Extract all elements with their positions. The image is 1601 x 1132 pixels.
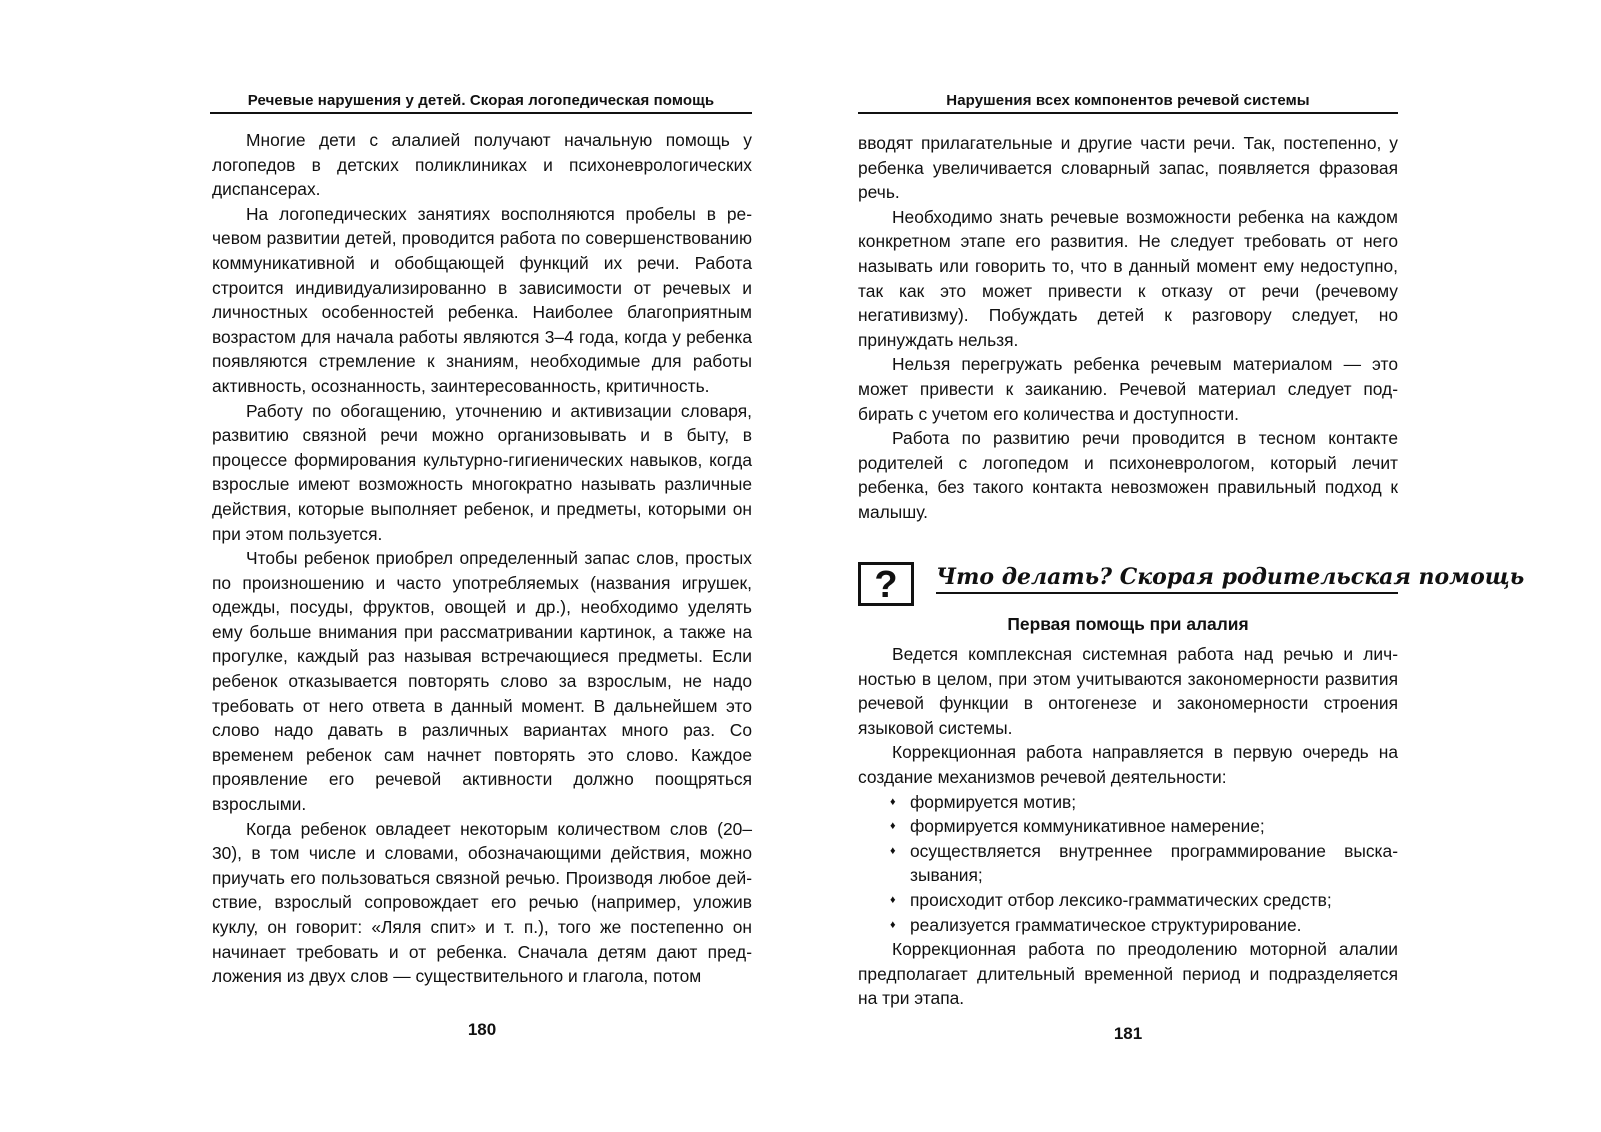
list-item: ♦ формируется мотив; (858, 790, 1398, 815)
paragraph: На логопедических занятиях восполняются пробелы в речевом развитии детей, проводится работа по совершенствованию коммуникативной и обобщающей функций их речи. Работа строится индивидуализированно в зависимости от речевых и личностных особенностей ребенка. Наиболее благоприятным возрастом для начала работы являются 3–4 года, когда у ребенка появляются стремление к знаниям, необходимые для работы активность, осознанность, заинтересованность, критичность. (212, 203, 752, 396)
paragraph: Многие дети с алалией получают начальную помощь у логопедов в детских поликлиниках и психоневрологических диспансерах. (212, 130, 752, 200)
right-page-number: 181 (1113, 1024, 1143, 1043)
right-running-head: Нарушения всех компонентов речевой системы (858, 92, 1398, 114)
section-header (858, 562, 1525, 610)
subheading: Первая помощь при алалия (1007, 614, 1249, 634)
list-item: ♦ формируется коммуникативное намерение; (858, 814, 1398, 839)
question-mark-icon: ? (858, 562, 914, 606)
section-title: Что делать? Скорая родительская помощь (936, 564, 1398, 594)
list-item: ♦ реализуется грамматическое структурирование. (858, 913, 1398, 938)
paragraph: Чтобы ребенок приобрел определенный запас слов, простых по произношению и часто употребляемых (названия игрушек, одежды, посуды, фруктов, овощей и др.), необходимо уделять ему больше внимания при рассматривании картинок, а также на прогулке, каждый раз называя встречающиеся предметы. Если ребенок отказывается повторять слово за взрослым, не надо требовать от него ответа в данный момент. В дальнейшем это слово надо давать в различных вариантах много раз. Со временем ребенок сам начнет повторять это слово. Каждое проявление его речевой активности должно поощряться взрослыми. (212, 548, 752, 815)
left-body-text (212, 128, 752, 989)
list-item: ♦ осуществляется внутреннее программирование высказывания; (858, 839, 1398, 888)
left-page-number: 180 (467, 1020, 497, 1039)
list-item: ♦ происходит отбор лексико-грамматических средств; (858, 888, 1398, 913)
paragraph: Нельзя перегружать ребенка речевым материалом — это может привести к заиканию. Речевой материал следует подбирать с учетом его количества и доступности. (858, 354, 1398, 424)
paragraph: Работа по развитию речи проводится в тесном контакте родителей с логопедом и психоневрологом, который лечит ребенка, без такого контакта невозможен правильный подход к малышу. (858, 428, 1398, 522)
paragraph: Коррекционная работа направляется в первую очередь на создание механизмов речевой деятельности: (858, 742, 1398, 787)
paragraph: Необходимо знать речевые возможности ребенка на каждом конкретном этапе его развития. Не следует требовать от него называть или говорить то, что в данный момент ему недоступно, так как это может привести к отказу от речи (речевому негативизму). Побуждать детей к разговору следует, но принуждать нельзя. (858, 206, 1398, 350)
paragraph: Работу по обогащению, уточнению и активизации словаря, развитию связной речи можно организовывать и в быту, в процессе формирования культурно-гигиенических навыков, когда взрослые имеют возможность многократно называть различные действия, которые выполняет ребенок, и предметы, которыми он при этом пользуется. (212, 400, 752, 544)
right-body-text (858, 131, 1398, 525)
bullet-list (858, 790, 1398, 938)
right-body-text-section (858, 642, 1398, 1011)
paragraph: Когда ребенок овладеет некоторым количеством слов (20–30), в том числе и словами, обозначающими действия, можно приучать его пользоваться связной речью. Производя любое действие, взрослый сопровождает его речью (например, уложив куклу, он говорит: «Ляля спит» и т. п.), того же постепенно он начинает требовать и от ребенка. Сначала детям дают предложения из двух слов — существительного и глагола, потом (212, 818, 752, 987)
left-running-head: Речевые нарушения у детей. Скорая логопедическая помощь (210, 92, 752, 114)
paragraph: Коррекционная работа по преодолению моторной алалии предполагает длительный временной период и подразделяется на три этапа. (858, 939, 1398, 1009)
paragraph: вводят прилагательные и другие части речи. Так, постепенно, у ребенка увеличивается словарный запас, появляется фразовая речь. (858, 133, 1398, 203)
paragraph: Ведется комплексная системная работа над речью и личностью в целом, при этом учитываются закономерности развития речевой функции в онтогенезе и закономерности строения языковой системы. (858, 644, 1398, 738)
